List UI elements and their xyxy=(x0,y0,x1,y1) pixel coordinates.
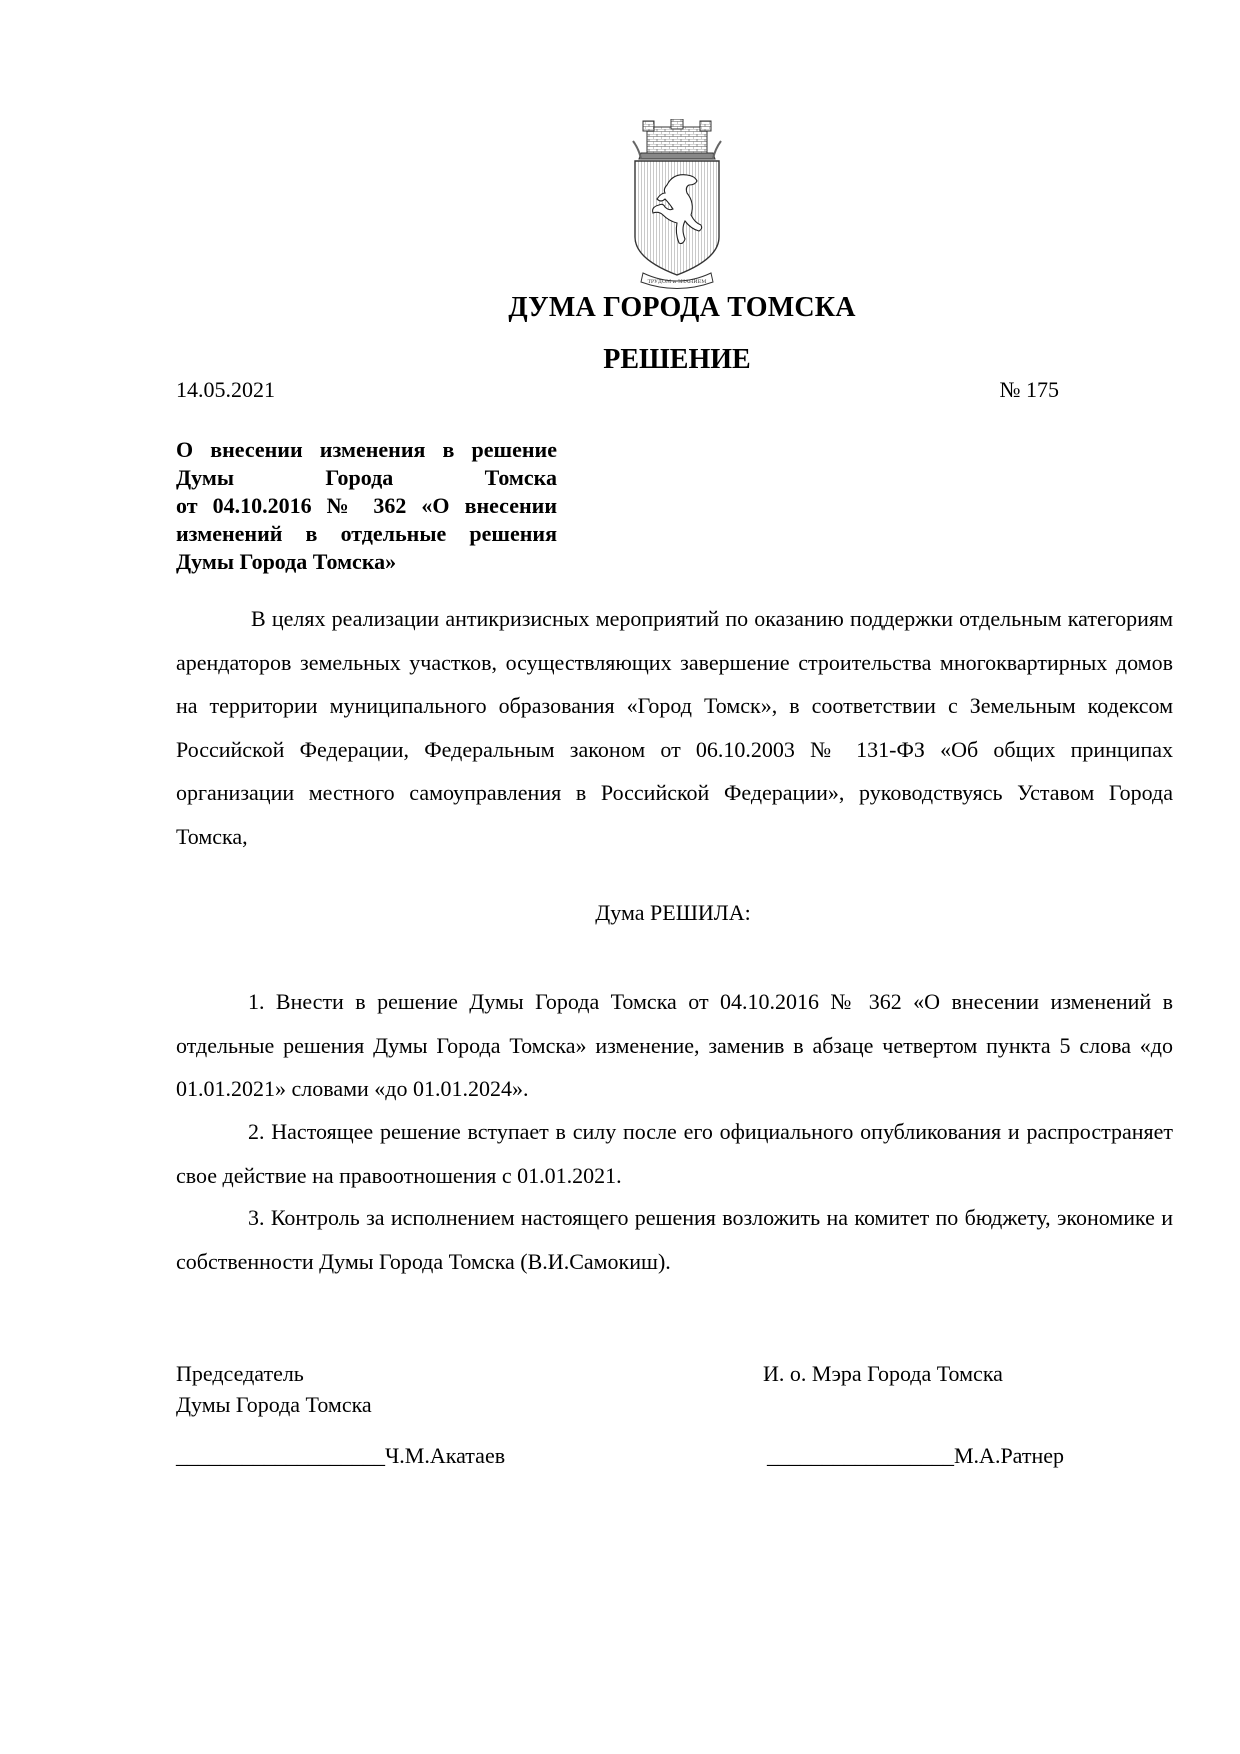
chairman-signature-line: ___________________Ч.М.Акатаев xyxy=(176,1443,506,1468)
preamble-paragraph: В целях реализации антикризисных мероприятий по оказанию поддержки отдельным категориям арендаторов земельных участков, осуществляющих завершение строительства многоквартирных домов на территории муниципального образования «Город Томск», в соответствии с Земельным кодексом Российской Федерации, Федеральным законом от 06.10.2003 № 131-ФЗ «Об общих принципах организации местного самоуправления в Российской Федерации», руководствуясь Уставом Города Томска, xyxy=(176,606,1173,849)
subject-line: изменений в отдельные решения xyxy=(176,521,557,546)
chairman-title-line: Председатель xyxy=(176,1361,304,1386)
acting-mayor-signature-line: _________________М.А.Ратнер xyxy=(767,1443,1065,1468)
resolution-item-2: 2. Настоящее решение вступает в силу после его официального опубликования и распространяет свое действие на правоотношения с 01.01.2021. xyxy=(176,1119,1173,1188)
chairman-title xyxy=(176,1358,372,1420)
document-subject xyxy=(176,436,557,576)
subject-line: Думы Города Томска» xyxy=(176,549,397,574)
acting-mayor-title: И. о. Мэра Города Томска xyxy=(763,1361,1003,1386)
organization-title: ДУМА ГОРОДА ТОМСКА xyxy=(508,292,856,323)
chairman-title-line: Думы Города Томска xyxy=(176,1392,372,1417)
resolved-heading: Дума РЕШИЛА: xyxy=(595,900,751,925)
document-type: РЕШЕНИЕ xyxy=(603,344,751,375)
resolution-item-3: 3. Контроль за исполнением настоящего решения возложить на комитет по бюджету, экономике и собственности Думы Города Томска (В.И.Самокиш). xyxy=(176,1205,1173,1274)
svg-text:ТРУДОМ и ЗНАНИЕМ: ТРУДОМ и ЗНАНИЕМ xyxy=(647,279,707,285)
subject-line: от 04.10.2016 № 362 «О внесении xyxy=(176,493,557,518)
document-number: № 175 xyxy=(999,377,1059,402)
coat-of-arms-icon xyxy=(629,119,725,291)
subject-line: Думы Города Томска xyxy=(176,465,557,490)
document-date: 14.05.2021 xyxy=(176,377,275,402)
resolution-item-1: 1. Внести в решение Думы Города Томска от 04.10.2016 № 362 «О внесении изменений в отдельные решения Думы Города Томска» изменение, заменив в абзаце четвертом пункта 5 слова «до 01.01.2021» словами «до 01.01.2024». xyxy=(176,989,1173,1101)
subject-line: О внесении изменения в решение xyxy=(176,437,557,462)
